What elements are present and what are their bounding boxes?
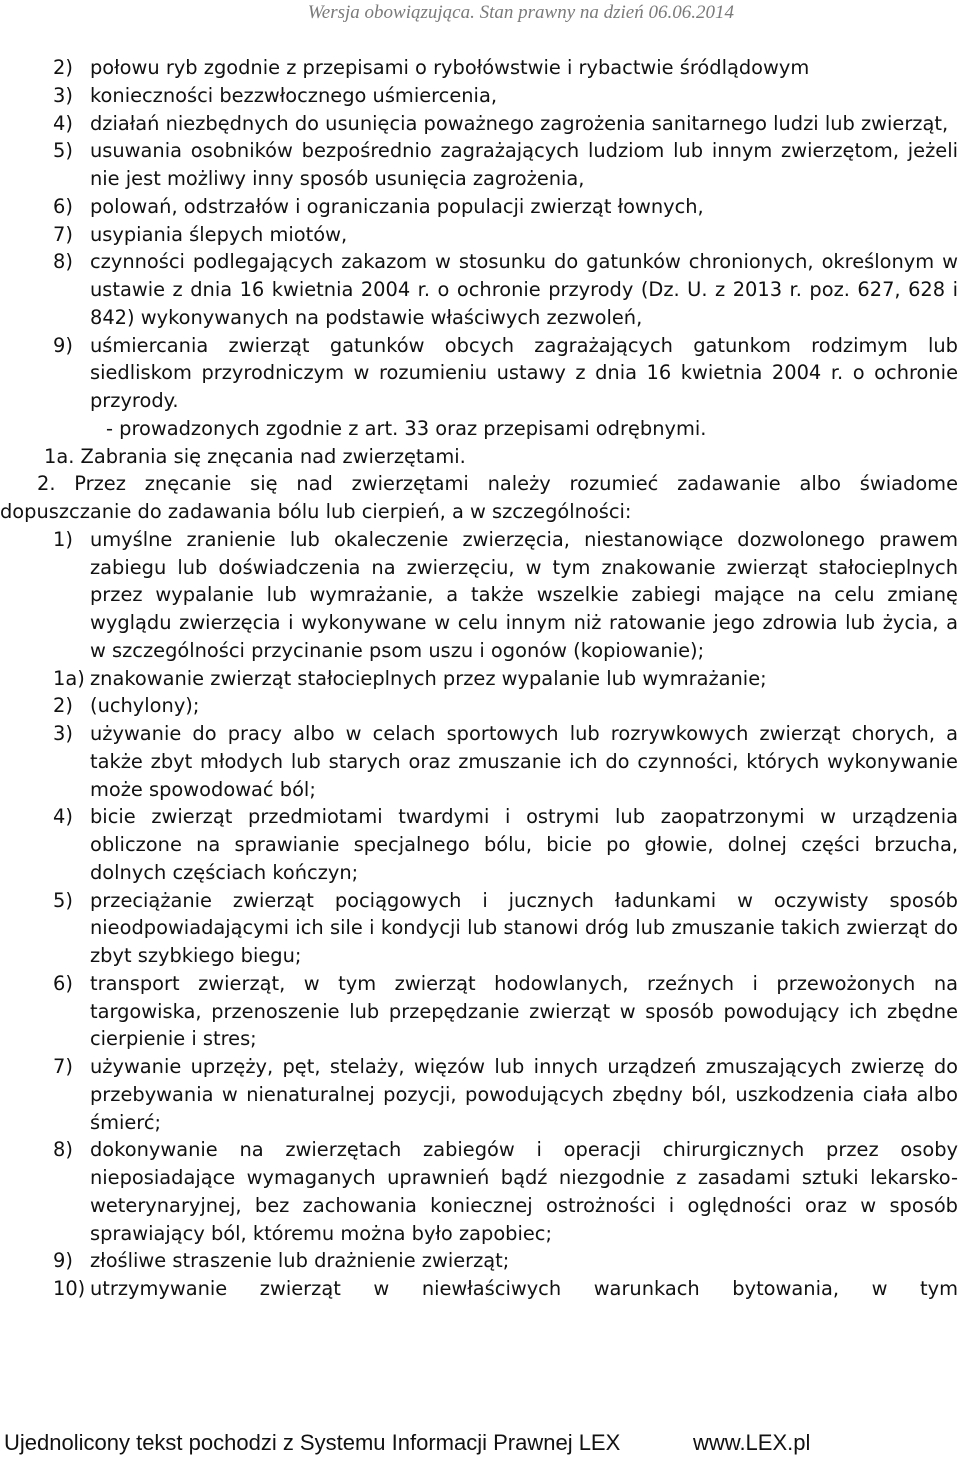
list-item	[53, 803, 958, 886]
list-item	[53, 137, 958, 193]
item-number: 5)	[53, 888, 73, 912]
item-number: 8)	[53, 1138, 73, 1162]
item-number: 6)	[53, 194, 73, 218]
list-item	[53, 692, 958, 720]
list-item	[53, 54, 958, 82]
list-item	[53, 720, 958, 803]
item-number: 5)	[53, 139, 73, 163]
document-body	[0, 54, 958, 1303]
item-text: używanie uprzęży, pęt, stelaży, więzów lub innych urządzeń zmuszających zwierzę do przebywania w nienaturalnej pozycji, powodujących zbędny ból, uszkodzenia ciała albo śmierć;	[90, 1055, 958, 1134]
list-item	[53, 82, 958, 110]
list-item	[53, 526, 958, 665]
item-text: umyślne zranienie lub okaleczenie zwierzęcia, niestanowiące dozwolonego prawem zabiegu lub doświadczenia na zwierzęciu, w tym znakowanie zwierząt stałocieplnych przez wypalanie lub wymrażanie, a także wszelkie zabiegi mające na celu zmianę wyglądu zwierzęcia i wykonywane w celu innym niż ratowanie jego zdrowia lub życia, a w szczególności przycinanie psom uszu i ogonów (kopiowanie);	[90, 527, 958, 662]
cruelty-list	[0, 526, 958, 1303]
list-item	[53, 1275, 958, 1303]
item-number: 2)	[53, 56, 73, 79]
item-number: 3)	[53, 83, 73, 107]
item-text: złośliwe straszenie lub drażnienie zwierząt;	[90, 1249, 510, 1273]
item-number: 4)	[53, 805, 73, 829]
list-item	[53, 1053, 958, 1136]
item-number: 9)	[53, 1249, 73, 1273]
item-text: usypiania ślepych miotów,	[90, 222, 348, 246]
item-number: 7)	[53, 1055, 73, 1078]
item-text: utrzymywanie zwierząt w niewłaściwych warunkach bytowania, w tym	[90, 1277, 958, 1300]
page-header: Wersja obowiązująca. Stan prawny na dzień 06.06.2014	[307, 2, 734, 23]
item-text: czynności podlegających zakazom w stosunku do gatunków chronionych, określonym w ustawie z dnia 16 kwietnia 2004 r. o ochronie przyrody (Dz. U. z 2013 r. poz. 627, 628 i 842) wykonywanych na podstawie właściwych zezwoleń,	[90, 250, 958, 329]
item-number: 1)	[53, 527, 73, 551]
item-text: (uchylony);	[90, 694, 200, 718]
list-item	[53, 110, 958, 138]
item-number: 10)	[53, 1277, 86, 1300]
item-text: dokonywanie na zwierzętach zabiegów i operacji chirurgicznych przez osoby nieposiadające wymaganych uprawnień bądź niezgodnie z zasadami sztuki lekarsko-weterynaryjnej, bez zachowania koniecznej ostrożności i oględności oraz w sposób sprawiający ból, któremu można było zapobiec;	[90, 1138, 958, 1245]
item-text: przeciążanie zwierząt pociągowych i jucznych ładunkami w oczywisty sposób nieodpowiadającymi ich sile i kondycji lub stanowi dróg lub zmuszanie takich zwierząt do zbyt szybkiego biegu;	[90, 888, 958, 967]
item-number: 2)	[53, 694, 73, 718]
item-number: 3)	[53, 722, 73, 745]
item-text: używanie do pracy albo w celach sportowych lub rozrywkowych zwierząt chorych, a także zbyt młodych lub starych oraz zmuszanie ich do czynności, których wykonywanie może spowodować ból;	[90, 722, 958, 801]
paragraph-1a: 1a. Zabrania się znęcania nad zwierzętami.	[44, 444, 466, 468]
list-item	[53, 665, 958, 693]
item-number: 4)	[53, 111, 73, 135]
item-text: konieczności bezzwłocznego uśmiercenia,	[90, 83, 497, 107]
list-item	[53, 970, 958, 1053]
list-item	[53, 221, 958, 249]
list-item	[53, 193, 958, 221]
list-item	[53, 248, 958, 331]
item-number: 8)	[53, 250, 73, 274]
list-item	[53, 887, 958, 970]
exceptions-list	[0, 54, 958, 443]
item-text: bicie zwierząt przedmiotami twardymi i ostrymi lub zaopatrzonymi w urządzenia obliczone na sprawianie specjalnego bólu, bicie po głowie, dolnej części brzucha, dolnych częściach kończyn;	[90, 805, 958, 884]
item-text: uśmiercania zwierząt gatunków obcych zagrażających gatunkom rodzimym lub siedliskom przyrodniczym w rozumieniu ustawy z dnia 16 kwietnia 2004 r. o ochronie przyrody.	[90, 333, 958, 412]
list-item	[53, 332, 958, 415]
item-text: usuwania osobników bezpośrednio zagrażających ludziom lub innym zwierzętom, jeżeli nie jest możliwy inny sposób usunięcia zagrożenia,	[90, 139, 958, 190]
footer-source: Ujednolicony tekst pochodzi z Systemu Informacji Prawnej LEX	[4, 1430, 621, 1455]
item-text: transport zwierząt, w tym zwierząt hodowlanych, rzeźnych i przewożonych na targowiska, przenoszenie lub przepędzanie zwierząt w sposób powodujący ich zbędne cierpienie i stres;	[90, 971, 958, 1051]
list-item	[53, 1247, 958, 1275]
item-text: polowań, odstrzałów i ograniczania populacji zwierząt łownych,	[90, 194, 704, 218]
list-item	[53, 1136, 958, 1247]
paragraph-2-text: 2. Przez znęcanie się nad zwierzętami należy rozumieć zadawanie albo świadome dopuszczanie do zadawania bólu lub cierpień, a w szczególności:	[0, 472, 958, 523]
item-number: 6)	[53, 971, 73, 995]
closing-line: - prowadzonych zgodnie z art. 33 oraz przepisami odrębnymi.	[106, 416, 707, 440]
item-text: połowu ryb zgodnie z przepisami o rybołówstwie i rybactwie śródlądowym	[90, 56, 810, 79]
paragraph-2	[0, 470, 958, 526]
item-text: działań niezbędnych do usunięcia poważnego zagrożenia sanitarnego ludzi lub zwierząt,	[90, 111, 949, 135]
item-number: 9)	[53, 333, 73, 357]
item-number: 1a)	[53, 666, 85, 690]
footer-link[interactable]: www.LEX.pl	[693, 1430, 811, 1455]
item-text: znakowanie zwierząt stałocieplnych przez wypalanie lub wymrażanie;	[90, 666, 767, 690]
item-number: 7)	[53, 222, 73, 246]
